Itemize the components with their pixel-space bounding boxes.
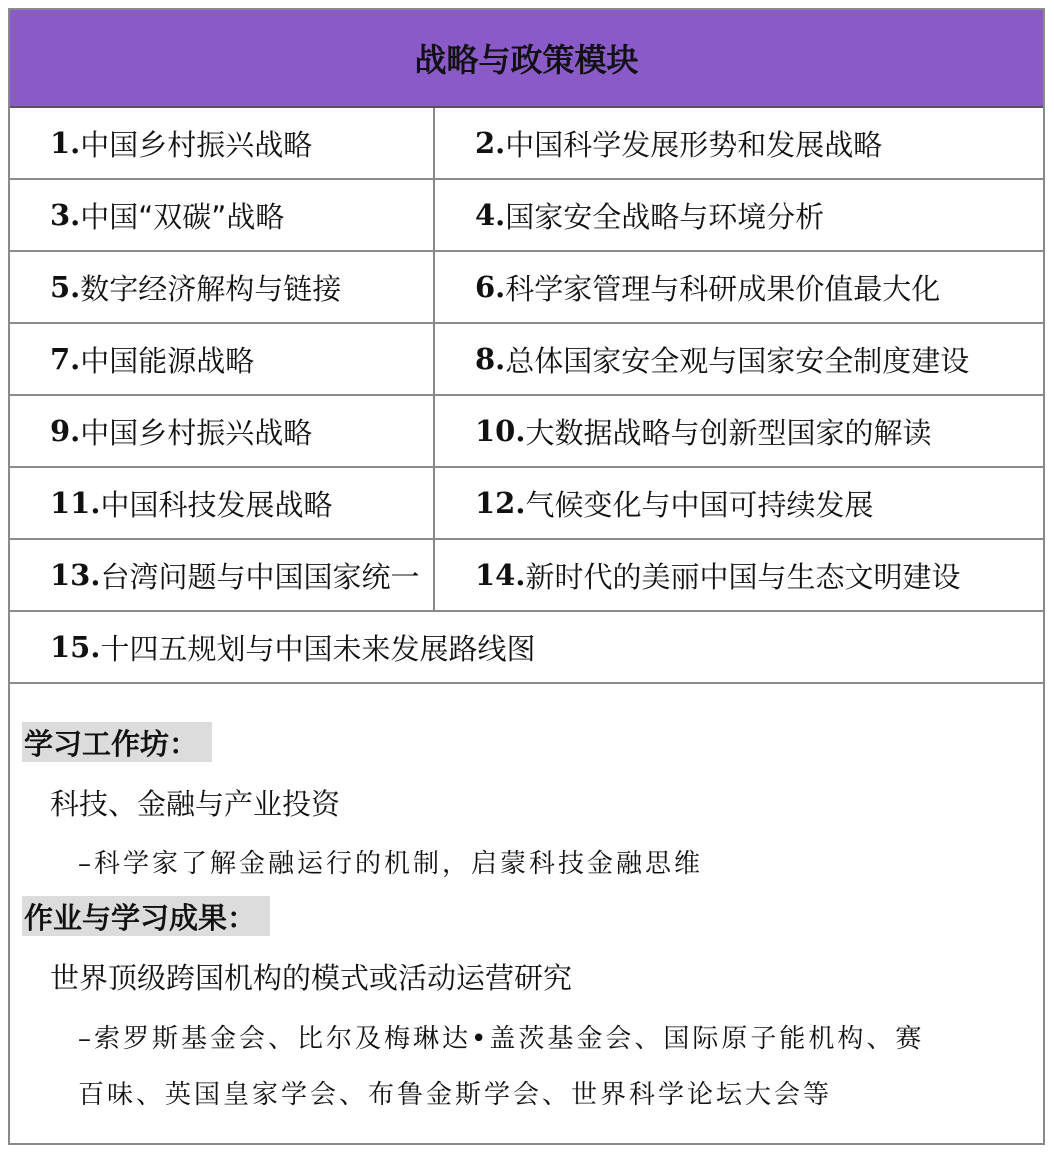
module-text: 数字经济解构与链接 bbox=[80, 271, 342, 306]
module-item bbox=[435, 252, 1043, 322]
workshop-title: 科技、金融与产业投资 bbox=[50, 787, 341, 821]
module-number: 7. bbox=[50, 342, 81, 376]
module-number: 3. bbox=[50, 198, 81, 232]
module-number: 13. bbox=[50, 558, 101, 592]
table-row bbox=[10, 108, 1043, 180]
module-item bbox=[10, 540, 435, 610]
module-item bbox=[10, 468, 435, 538]
module-number: 5. bbox=[50, 270, 81, 304]
table-row bbox=[10, 252, 1043, 324]
module-item bbox=[10, 252, 435, 322]
table-row bbox=[10, 324, 1043, 396]
module-text: 中国科学发展形势和发展战略 bbox=[505, 127, 883, 162]
module-number: 9. bbox=[50, 414, 81, 448]
module-text: 台湾问题与中国国家统一 bbox=[100, 559, 420, 594]
module-number: 6. bbox=[475, 270, 506, 304]
module-item bbox=[435, 540, 1043, 610]
module-item bbox=[10, 612, 1043, 682]
module-card bbox=[8, 8, 1045, 1145]
module-text: 中国乡村振兴战略 bbox=[80, 127, 313, 162]
module-item bbox=[10, 324, 435, 394]
module-text: 国家安全战略与环境分析 bbox=[505, 199, 825, 234]
module-text: 中国科技发展战略 bbox=[100, 487, 333, 522]
module-item bbox=[435, 324, 1043, 394]
module-text: 新时代的美丽中国与生态文明建设 bbox=[525, 559, 961, 594]
outcomes-title: 世界顶级跨国机构的模式或活动运营研究 bbox=[50, 961, 573, 995]
table-row bbox=[10, 396, 1043, 468]
module-table bbox=[10, 108, 1043, 684]
module-number: 12. bbox=[475, 486, 526, 520]
module-item bbox=[10, 396, 435, 466]
module-text: 总体国家安全观与国家安全制度建设 bbox=[505, 343, 970, 378]
module-number: 11. bbox=[50, 486, 101, 520]
module-item bbox=[10, 108, 435, 178]
module-number: 14. bbox=[475, 558, 526, 592]
outcomes-note-line2: 百味、英国皇家学会、布鲁金斯学会、世界科学论坛大会等 bbox=[78, 1080, 833, 1110]
table-row bbox=[10, 612, 1043, 684]
workshop-label: 学习工作坊： bbox=[22, 722, 212, 762]
module-number: 2. bbox=[475, 126, 506, 160]
module-number: 4. bbox=[475, 198, 506, 232]
workshop-note: –科学家了解金融运行的机制，启蒙科技金融思维 bbox=[78, 849, 704, 879]
module-text: 十四五规划与中国未来发展路线图 bbox=[100, 631, 536, 666]
module-number: 15. bbox=[50, 630, 101, 664]
module-text: 气候变化与中国可持续发展 bbox=[525, 487, 874, 522]
outcomes-label: 作业与学习成果： bbox=[22, 896, 270, 936]
module-text: 中国“双碳”战略 bbox=[80, 199, 285, 234]
module-item bbox=[435, 180, 1043, 250]
module-number: 1. bbox=[50, 126, 81, 160]
outcomes-note-line1: –索罗斯基金会、比尔及梅琳达•盖茨基金会、国际原子能机构、赛 bbox=[78, 1024, 925, 1054]
module-text: 大数据战略与创新型国家的解读 bbox=[525, 415, 932, 450]
table-row bbox=[10, 180, 1043, 252]
module-number: 10. bbox=[475, 414, 526, 448]
module-item bbox=[435, 108, 1043, 178]
module-number: 8. bbox=[475, 342, 506, 376]
module-item bbox=[435, 396, 1043, 466]
module-title: 战略与政策模块 bbox=[10, 10, 1043, 108]
module-text: 中国能源战略 bbox=[80, 343, 255, 378]
module-text: 中国乡村振兴战略 bbox=[80, 415, 313, 450]
module-text: 科学家管理与科研成果价值最大化 bbox=[505, 271, 941, 306]
table-row bbox=[10, 540, 1043, 612]
table-row bbox=[10, 468, 1043, 540]
module-item bbox=[435, 468, 1043, 538]
module-item bbox=[10, 180, 435, 250]
